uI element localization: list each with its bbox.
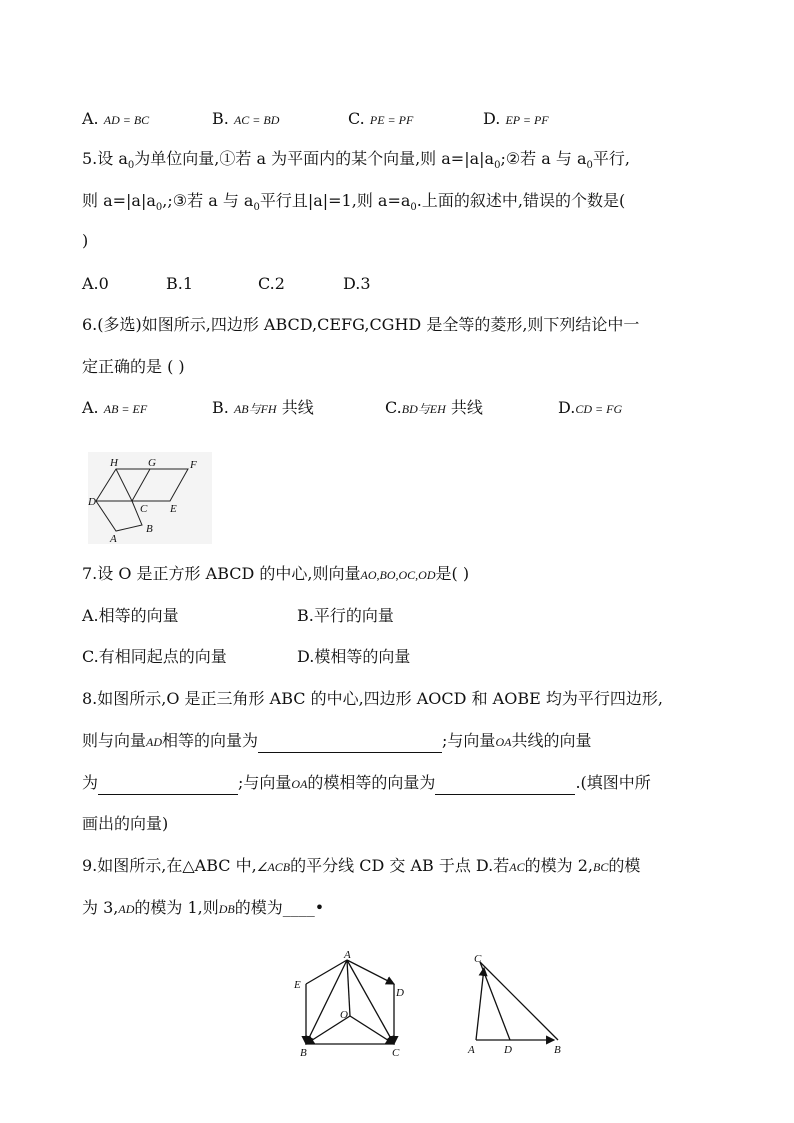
label-a: A [110,533,117,544]
q8-line-3: 为 ;与向量OA的模相等的向量为 .(填图中所 [82,772,734,795]
label-d: D [88,496,96,508]
answer-blank-3[interactable] [435,778,575,795]
q5-option-b: B.1 [166,274,194,293]
label-o: O [340,1009,348,1021]
q6-option-d: D.CD = FG [558,398,623,417]
label-c: C [140,503,148,515]
q5-line-3: ) [82,231,89,250]
q8-line-2: 则与向量AD相等的向量为 ;与向量OA共线的向量 [82,730,734,753]
q8-triangle-figure [284,948,414,1060]
q7-line-1: 7.设 O 是正方形 ABCD 的中心,则向量AO,BO,OC,OD是( ) [82,564,470,583]
label-e: E [170,503,177,515]
label-d: D [504,1044,512,1056]
q5-option-c: C.2 [258,274,285,293]
q8-line-1: 8.如图所示,O 是正三角形 ABC 的中心,四边形 AOCD 和 AOBE 均为平行四边形, [82,689,663,708]
q9-triangle-figure [462,950,572,1058]
q5-line-1: 5.设 $a_0$为单位向量,①若 a 为平面内的某个向量,则 $a=|a|a_0;②$若 a 与 $a_0$平行, [82,149,630,172]
label-f: F [190,459,197,471]
label-a: A [468,1044,475,1056]
q6-option-c: C.BD与EH 共线 [385,398,483,417]
q4-option-c: C. PE = PF [348,109,414,128]
label-b: B [554,1044,561,1056]
q4-option-a: A. AD = BC [82,109,150,128]
q5-option-a: A.0 [82,274,109,293]
q4-option-b: B. AC = BD [212,109,280,128]
q7-option-d: D.模相等的向量 [297,647,411,666]
label-d: D [396,987,404,999]
q6-line-2: 定正确的是 ( ) [82,357,185,376]
q6-option-a: A. AB = EF [82,398,148,417]
q7-option-a: A.相等的向量 [82,606,179,625]
q8-line-4: 画出的向量) [82,814,169,833]
q9-line-1: 9.如图所示,在△ABC 中,∠ACB的平分线 CD 交 AB 于点 D.若AC的模为 2,BC的模 [82,856,641,875]
label-a: A [344,949,351,961]
q5-line-2: 则 $a=|a|a_0,;③$若 a 与 $a_0$平行且|a|=1,则 $a=a_0$.上面的叙述中,错误的个数是( [82,191,626,214]
q6-option-b: B. AB与FH 共线 [212,398,314,417]
answer-blank-1[interactable] [258,736,442,753]
answer-blank-2[interactable] [98,778,238,795]
label-g: G [148,457,156,469]
q5-option-d: D.3 [343,274,371,293]
q7-option-c: C.有相同起点的向量 [82,647,227,666]
q9-line-2: 为 3,AD的模为 1,则DB的模为____• [82,898,325,917]
q7-option-b: B.平行的向量 [297,606,394,625]
q4-option-d: D. EP = PF [483,109,549,128]
q6-rhombus-figure [88,452,212,544]
label-c: C [392,1047,400,1059]
label-e: E [294,979,301,991]
label-b: B [146,523,153,535]
label-b: B [300,1047,307,1059]
q6-line-1: 6.(多选)如图所示,四边形 ABCD,CEFG,CGHD 是全等的菱形,则下列结论中一 [82,315,640,334]
label-h: H [110,457,118,469]
label-c: C [474,953,482,965]
